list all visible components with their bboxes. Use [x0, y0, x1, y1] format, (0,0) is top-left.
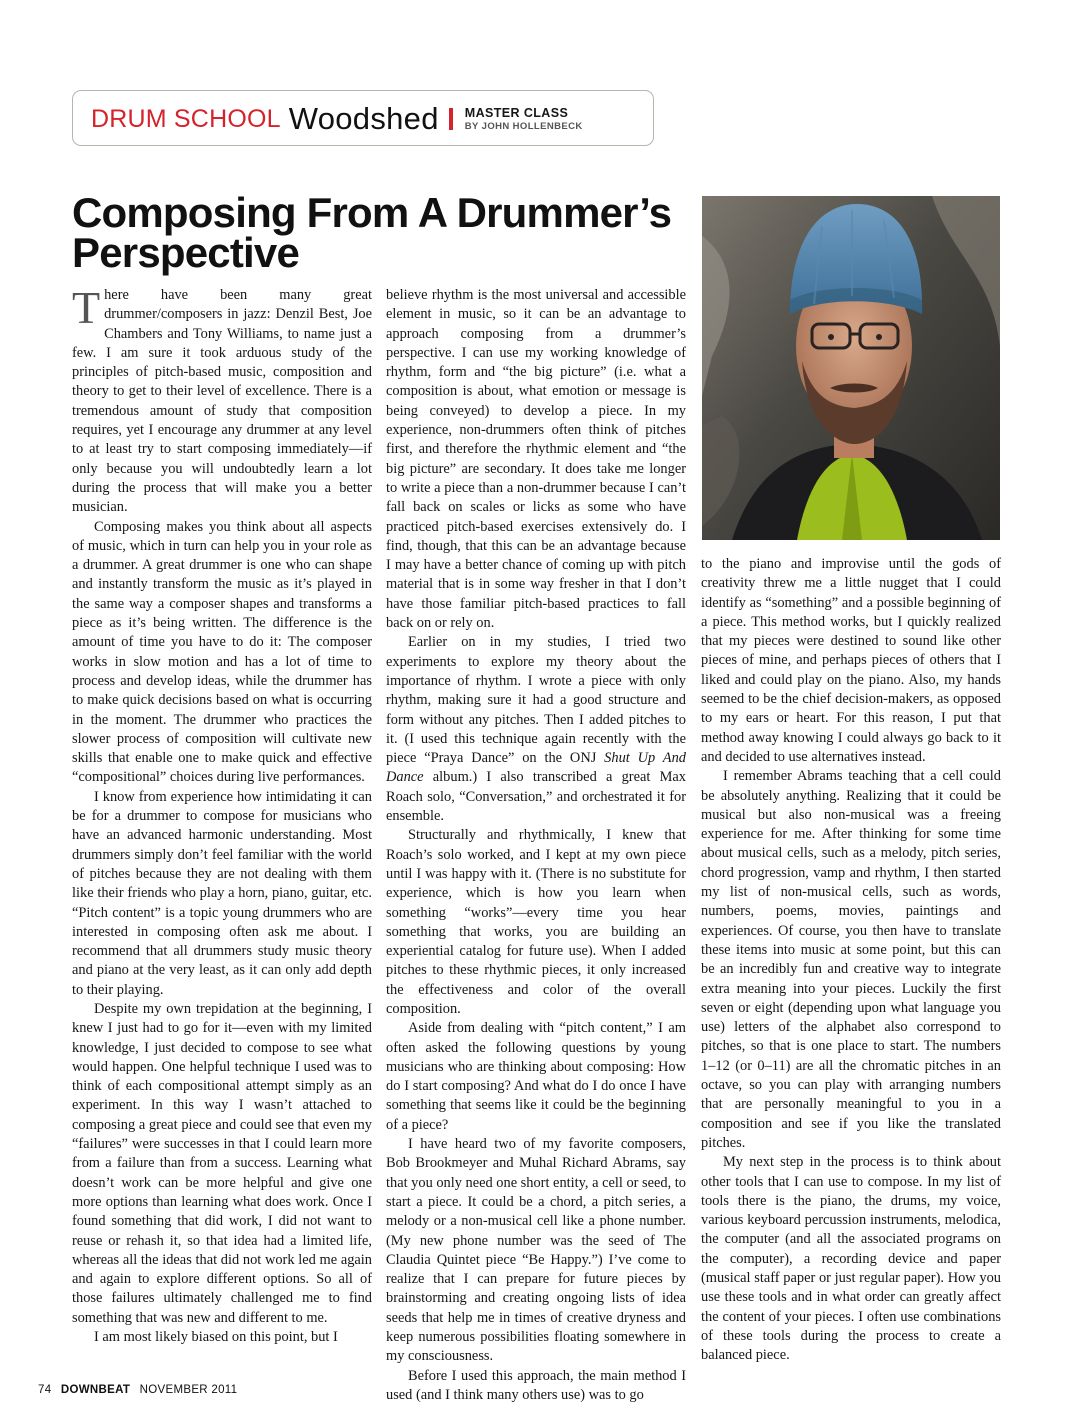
section-label: DRUM SCHOOL [91, 104, 281, 133]
paragraph-text: here have been many great drummer/composers in jazz: Denzil Best, Joe Chambers and Tony Williams, to name just a few. I am sure it took arduous study of the principles of pitch-based music, composition and theory to get to their level of excellence. There is a tremendous amount of study that composition requires, yet I encourage any drummer at any level to at least try to start composing immediately—if only because you will undoubtedly learn a lot during the process that will make you a better musician. [72, 287, 372, 516]
paragraph: I know from experience how intimidating it can be for a drummer to compose for musicians who have an advanced harmonic understanding. Most drummers simply don’t feel familiar with the world of pitches because they are not dealing with them like their friends who play a horn, piano, guitar, etc. “Pitch content” is a topic young drummers who are interested in composing often ask me about. I recommend that all drummers study music theory and piano at the very least, as it can only add depth to their playing. [72, 788, 372, 998]
paragraph-text: Earlier on in my studies, I tried two experiments to explore my theory about the importance of rhythm. I wrote a piece with only rhythm, making sure it had a good structure and form without any pitches. Then I added pitches to it. (I used this technique again recently with the piece “Praya Dance” on the ONJ [386, 634, 686, 767]
paragraph: Despite my own trepidation at the beginning, I knew I just had to go for it—even with my limited knowledge, I just decided to compose to see what would happen. One helpful technique I used was to think of each compositional attempt simply as an experiment. In this way I wasn’t attached to composing a great piece and could see that even my “failures” were successes in that I could learn more from a failure than from a success. Learning what doesn’t work can be more helpful and give one more options than learning what does work. Once I found something that did work, I did not want to reuse or rehash it, so that idea had a limited life, whereas all the ideas that did not work led me again and again to explore different options. So all of those failures ultimately challenged me to find something that was new and different to me. [72, 1000, 372, 1326]
page-number: 74 [38, 1384, 52, 1396]
article-headline: Composing From A Drummer’s Perspective [72, 189, 672, 276]
department-name: Woodshed [288, 101, 439, 136]
paragraph: to the piano and improvise until the gods of creativity threw me a little nugget that I could identify as “something” and a possible beginning of a piece. This method works, but I quickly realized that my pieces were destined to sound like other pieces of mine, and perhaps pieces of others that I liked and could play on the piano. Also, my hands seemed to be the chief decision-makers, as opposed to my ears or heart. For this reason, I put that method away knowing I could always go back to it and decided to use alternatives instead. [701, 556, 1001, 765]
article-column-2 [386, 286, 686, 1405]
author-photo [702, 196, 1000, 540]
article-column-1 [72, 282, 372, 1347]
series-label: MASTER CLASS [464, 106, 569, 120]
section-banner [72, 90, 654, 146]
article-column-3 [701, 555, 1001, 1365]
banner-meta [465, 107, 583, 131]
paragraph-text: album.) I also transcribed a great Max Roach solo, “Conversation,” and orchestrated it for ensemble. [386, 769, 686, 825]
portrait-photo-icon [702, 196, 1000, 540]
banner-divider [449, 108, 453, 130]
drop-cap: T [72, 282, 101, 333]
paragraph: My next step in the process is to think about other tools that I can use to compose. In my list of tools there is the piano, the drums, my voice, various keyboard percussion instruments, melodica, the computer (and all the associated programs on the computer), a recording device and paper (musical staff paper or just regular paper). How you use these tools and in what order can greatly affect the content of your pieces. I often use combinations of these tools during the process to create a balanced piece. [701, 1154, 1001, 1364]
album-title: Shut Up And Dance [386, 750, 686, 786]
byline: BY JOHN HOLLENBECK [464, 120, 583, 132]
paragraph: Before I used this approach, the main method I used (and I think many others use) was to go [386, 1367, 686, 1403]
paragraph: believe rhythm is the most universal and accessible element in music, so it can be an advantage to approach composing from a drummer’s perspective. I can use my working knowledge of rhythm, form and “the big picture” (i.e. what a composition is about, what emotion or message is being conveyed) to develop a piece. In my experience, non-drummers often think of pitches first, and therefore the rhythmic element and “the big picture” are secondary. It does take me longer to write a piece than a non-drummer because I can’t fall back on scales or licks as some who have practiced pitch-based exercises extensively do. I find, though, that this can be an advantage because I may have a better chance of coming up with pitch material that is in some way fresher in that I don’t have those familiar pitch-based practices to fall back on or rely on. [386, 287, 686, 632]
paragraph: I have heard two of my favorite composers, Bob Brookmeyer and Muhal Richard Abrams, say that you only need one short entity, a cell or seed, to start a piece. It could be a chord, a pitch series, a melody or a non-musical cell like a phone number. (My new phone number was the seed of The Claudia Quintet piece “Be Happy.”) I’ve come to realize that I can prepare for future pieces by brainstorming and creating ongoing lists of idea seeds that help me in times of creative dryness and keep numerous possibilities floating somewhere in my consciousness. [386, 1136, 686, 1365]
magazine-name: DOWNBEAT [60, 1384, 131, 1396]
paragraph: Aside from dealing with “pitch content,” I am often asked the following questions by young musicians who are thinking about composing: How do I start composing? And what do I do once I have something that seems like it could be the beginning of a piece? [386, 1020, 686, 1133]
paragraph [386, 633, 686, 826]
page-footer [38, 1384, 237, 1396]
issue-date: NOVEMBER 2011 [139, 1384, 238, 1396]
paragraph: I am most likely biased on this point, but I [94, 1329, 338, 1346]
paragraph: Composing makes you think about all aspects of music, which in turn can help you in your role as a drummer. A great drummer is one who can shape and instantly transform the music as it’s played in the same way a composer shapes and transforms a piece as it’s being written. The difference is the amount of time you have to do it: The composer works in slow motion and has a lot of time to process and develop ideas, while the drummer has to make quick decisions based on what is occurring in the moment. The drummer who practices the slower process of composition will cultivate new skills that enable one to make quick and effective “compositional” choices during live performances. [72, 518, 372, 786]
paragraph [72, 282, 372, 518]
paragraph: Structurally and rhythmically, I knew that Roach’s solo worked, and I kept at my own piece until I was happy with it. (There is no substitute for experience, which is how you learn when something “works”—every time you hear something that works, you are building an experiential catalog for future use). When I added pitches to these rhythmic pieces, it only increased the effectiveness and color of the overall composition. [386, 827, 686, 1017]
paragraph: I remember Abrams teaching that a cell could be absolutely anything. Realizing that it could be musical but also non-musical was a freeing experience for me. After thinking for some time about musical cells, such as a melody, pitch series, chord progression, vamp and rhythm, I then started my list of non-musical cells, such as words, numbers, poems, movies, paintings and experiences. Of course, you then have to translate these items into music at some point, but this can be an incredibly fun and creative way to integrate extra meaning into your pieces. Luckily the first seven or eight (depending upon what language you use) letters of the alphabet also correspond to pitches, so that is one place to start. The numbers 1–12 (or 0–11) are all the chromatic pitches in an octave, so you can play with arranging numbers that are personally meaningful to you in a composition and see if you like the translated pitches. [701, 768, 1001, 1151]
